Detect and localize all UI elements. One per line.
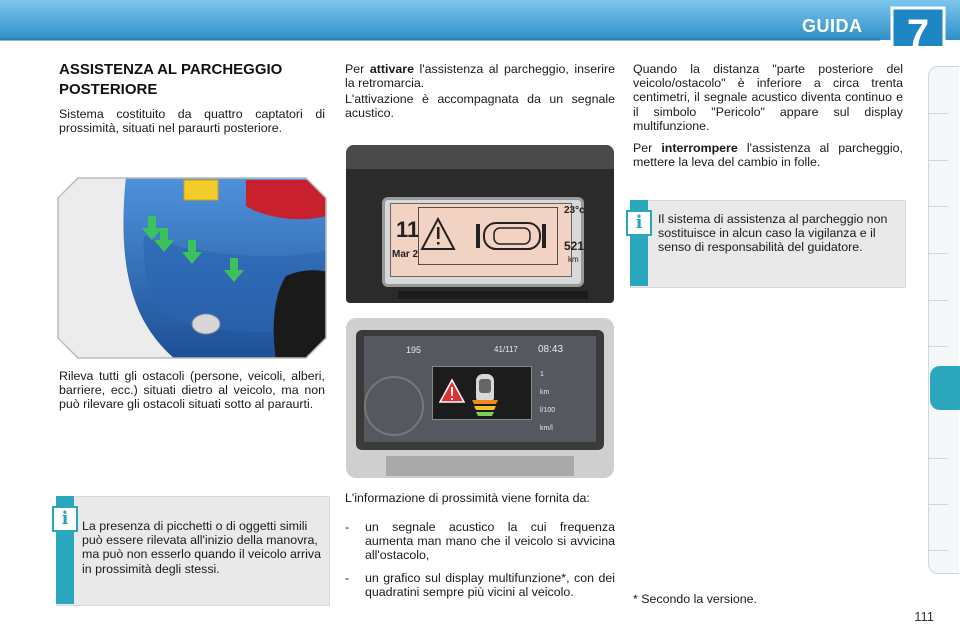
header-section-title: GUIDA [802, 16, 863, 36]
detect-paragraph: Rileva tutti gli ostacoli (persone, veicoli, alberi, barriere, ecc.) situati dietro al veicolo, ma non può rilevare gli ostacoli situati sotto al paraurti. [59, 369, 325, 412]
activation-signal-paragraph: L'attivazione è accompagnata da un segnale acustico. [345, 92, 615, 121]
display1-unit: km [568, 255, 579, 264]
display2-top-left: 195 [406, 345, 422, 355]
chapter-tabs [928, 66, 960, 576]
activate-bold: attivare [369, 62, 414, 76]
proximity-intro: L'informazione di prossimità viene fornita da: [345, 491, 590, 505]
danger-icon [422, 219, 454, 249]
multifunction-display-1 [346, 145, 614, 303]
display2-top-mid: 41/117 [494, 345, 518, 354]
list-item: - un segnale acustico la cui frequenza aumenta man mano che il veicolo si avvicina all'ostacolo, [345, 520, 615, 563]
display1-temp: 23°c [564, 205, 585, 216]
car-rear-illustration [56, 176, 328, 360]
parking-graphic-1 [418, 207, 558, 265]
chapter-number: 7 [906, 12, 930, 56]
parking-graphic-2 [438, 370, 524, 416]
active-chapter-tab[interactable] [930, 366, 960, 410]
list-item: - un grafico sul display multifunzione*, con dei quadratini sempre più vicini al veicolo. [345, 570, 615, 599]
intro-paragraph: Sistema costituito da quattro captatori di prossimità, situati nel paraurti posteriore. [59, 107, 325, 136]
info-text-right: Il sistema di assistenza al parcheggio non sostituisce in alcun caso la vigilanza e il senso di responsabilità del guidatore. [658, 212, 888, 255]
danger-icon-red [440, 380, 464, 402]
footnote: * Secondo la versione. [633, 592, 757, 606]
info-text-left: La presenza di picchetti o di oggetti simili può essere rilevata all'inizio della manovra, ma può non esserlo quando il veicolo arriva in prossimità degli stessi. [82, 519, 322, 576]
info-icon: i [52, 506, 78, 532]
display2-right-panel: 1 km l/100 km/l [540, 371, 556, 432]
display1-left-number: 11 [396, 217, 420, 242]
info-icon: i [626, 210, 652, 236]
proximity-list [345, 520, 615, 599]
activate-paragraph: Per attivare l'assistenza al parcheggio, inserire la retromarcia. [345, 62, 615, 91]
section-title: ASSISTENZA AL PARCHEGGIO POSTERIORE [59, 61, 283, 98]
stop-bold: interrompere [661, 141, 738, 155]
display1-date: Mar 2 [392, 249, 419, 260]
display1-distance: 521 [564, 239, 585, 253]
stop-paragraph: Per interrompere l'assistenza al parcheggio, mettere la leva del cambio in folle. [633, 141, 903, 170]
display2-time: 08:43 [538, 344, 564, 355]
distance-paragraph: Quando la distanza "parte posteriore del veicolo/ostacolo" è inferiore a circa trenta centimetri, il segnale acustico diventa continuo e il simbolo "Pericolo" appare sul display multifunzione. [633, 62, 903, 133]
page-number: 111 [914, 609, 934, 624]
multifunction-display-2 [346, 318, 614, 478]
